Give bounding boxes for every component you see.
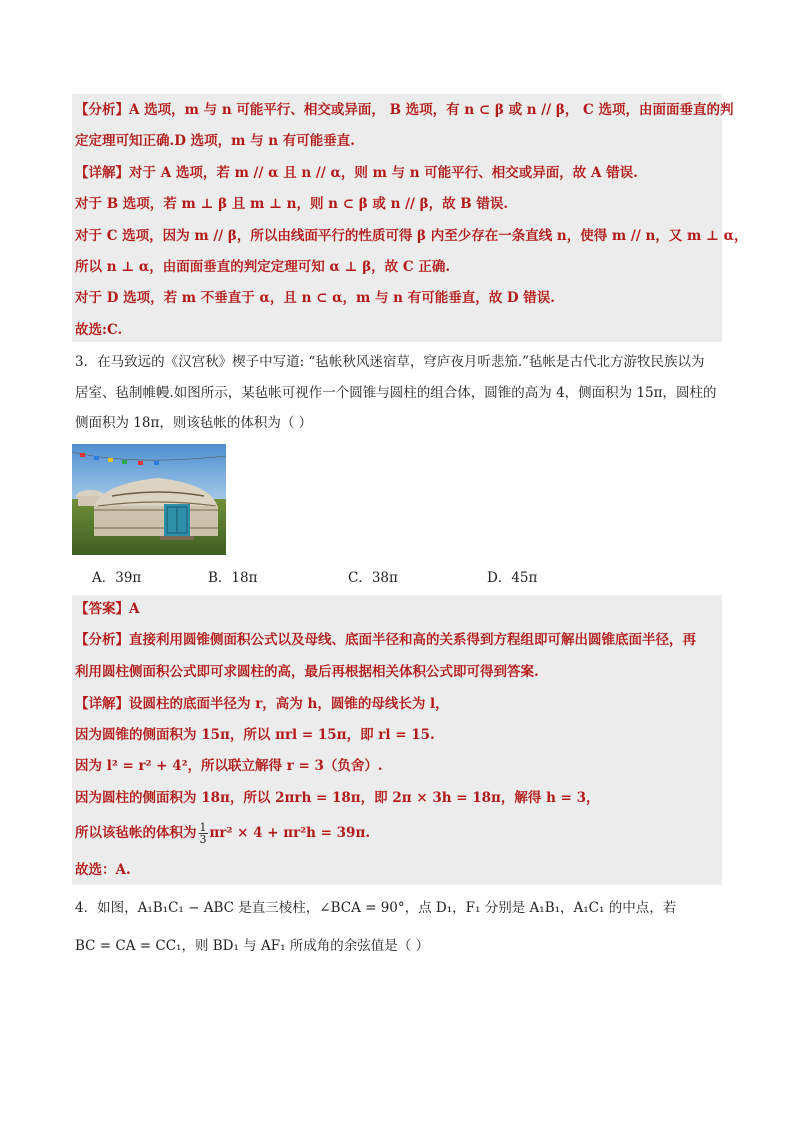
q2-analysis-line-2: 定定理可知正确.D 选项，m 与 n 有可能垂直. [75,133,356,149]
q3-analysis-line-2: 利用圆柱侧面积公式即可求圆柱的高，最后再根据相关体积公式即可得到答案. [75,664,539,680]
q2-detail-line-1: 【详解】对于 A 选项，若 m // α 且 n // α，则 m 与 n 可能平行、相交或异面，故 A 错误. [75,165,638,181]
option-b[interactable]: B．18π [208,570,258,586]
q3-stem-line-3: 侧面积为 18π，则该毡帐的体积为（ ） [75,415,313,431]
q2-detail-line-2: 对于 B 选项，若 m ⊥ β 且 m ⊥ n，则 n ⊂ β 或 n // β，故 B 错误. [75,196,509,212]
q3-stem-line-1: 3．在马致远的《汉宫秋》楔子中写道: “毡帐秋风迷宿草，穹庐夜月听悲笳.”毡帐是古代北方游牧民族以为 [75,354,705,370]
analysis-tag: 【分析】 [75,102,129,118]
detail-tag: 【详解】 [75,165,129,181]
option-d[interactable]: D．45π [487,570,538,586]
q3-detail-line-6: 故选：A. [75,862,131,878]
yurt-image [72,444,226,555]
fraction-one-third: $\frac{1}{3}$ [199,821,207,846]
q3-detail-line-5: 所以该毡帐的体积为 $\frac{1}{3}$ πr² × 4 + πr²h = 39π. [75,821,371,846]
q4-stem-line-1: 4．如图，A₁B₁C₁ − ABC 是直三棱柱，∠BCA = 90°，点 D₁，F₁ 分别是 A₁B₁，A₁C₁ 的中点，若 [75,900,677,916]
q2-analysis-line-1: 【分析】A 选项，m 与 n 可能平行、相交或异面， B 选项，有 n ⊂ β 或 n // β， C 选项，由面面垂直的判 [75,102,734,118]
q3-detail-line-2: 因为圆锥的侧面积为 15π，所以 πrl = 15π，即 rl = 15. [75,727,435,743]
q3-answer-line [75,599,139,619]
q3-detail-line-4: 因为圆柱的侧面积为 18π，所以 2πrh = 18π，即 2π × 3h = 18π，解得 h = 3， [75,790,600,806]
q2-detail-line-4: 所以 n ⊥ α，由面面垂直的判定定理可知 α ⊥ β，故 C 正确. [75,259,451,275]
detail-tag: 【详解】 [75,696,129,712]
q3-analysis-line-1: 【分析】直接利用圆锥侧面积公式以及母线、底面半径和高的关系得到方程组即可解出圆锥底面半径，再 [75,632,696,648]
yurt-photo [72,444,226,555]
q3-detail-line-3: 因为 l² = r² + 4²，所以联立解得 r = 3（负舍）. [75,758,383,774]
q3-detail-line-1: 【详解】设圆柱的底面半径为 r，高为 h，圆锥的母线长为 l， [75,696,449,712]
q2-detail-line-5: 对于 D 选项，若 m 不垂直于 α，且 n ⊂ α，m 与 n 有可能垂直，故 D 错误. [75,290,556,306]
option-a[interactable]: A．39π [92,570,142,586]
q4-stem-line-2: BC = CA = CC₁，则 BD₁ 与 AF₁ 所成角的余弦值是（ ） [75,938,430,954]
option-c[interactable]: C．38π [348,570,398,586]
q2-detail-line-3: 对于 C 选项，因为 m // β，所以由线面平行的性质可得 β 内至少存在一条直线 n，使得 m // n，又 m ⊥ α， [75,228,748,244]
q3-stem-line-2: 居室、毡制帷幔.如图所示，某毡帐可视作一个圆锥与圆柱的组合体，圆锥的高为 4，侧面积为 15π，圆柱的 [75,385,717,401]
answer-value: A [129,601,140,617]
answer-tag: 【答案】 [75,601,129,617]
q2-detail-line-6: 故选:C. [75,322,123,338]
analysis-tag: 【分析】 [75,632,129,648]
